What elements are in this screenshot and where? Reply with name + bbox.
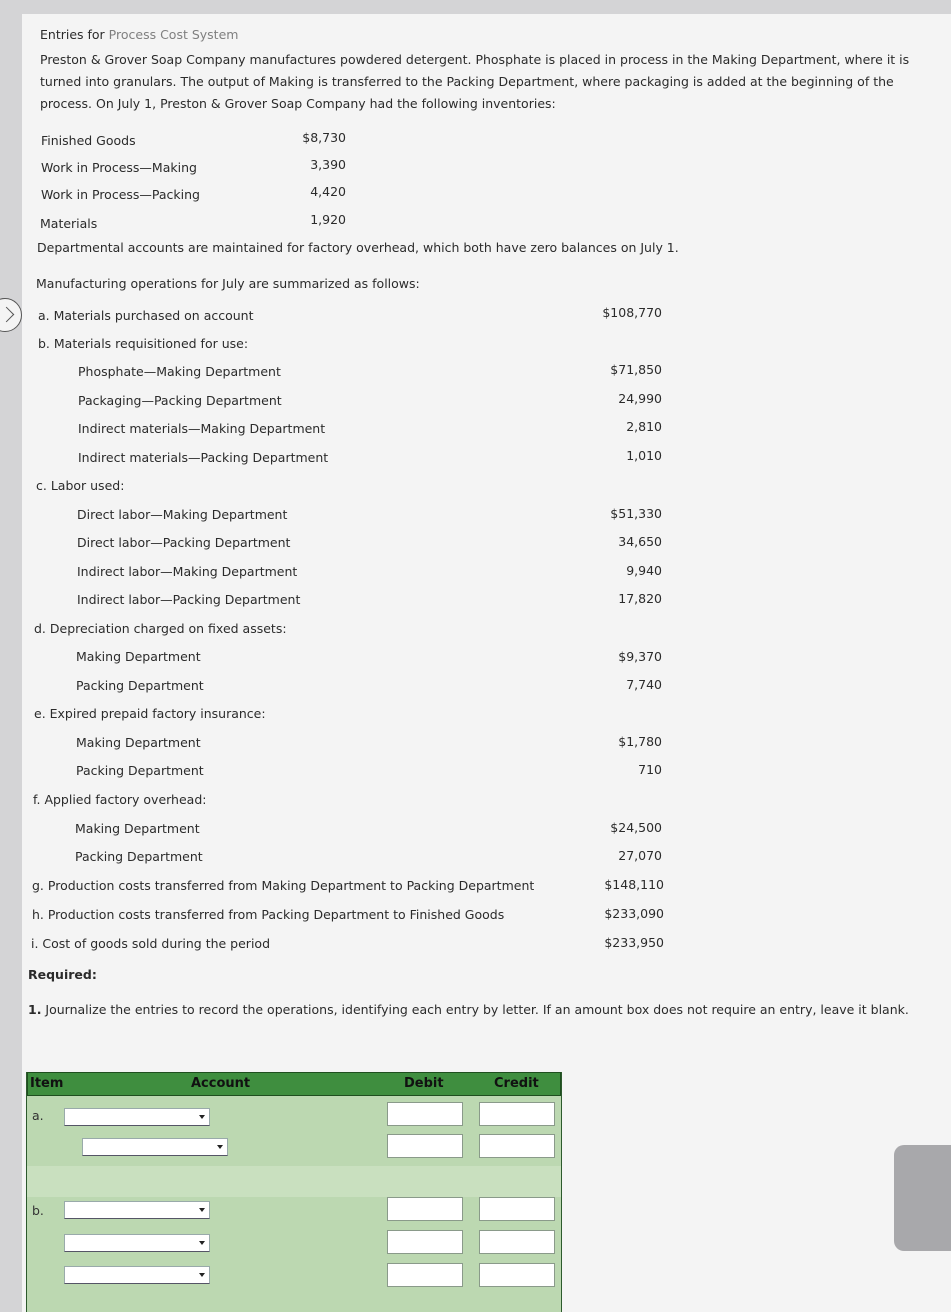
debit-input[interactable] [387,1230,463,1254]
op-i-amount: $233,950 [604,935,664,950]
item-label-a: a. [32,1108,44,1123]
operations-intro: Manufacturing operations for July are summarized as follows: [36,276,420,291]
op-g-amount: $148,110 [604,877,664,892]
op-h-amount: $233,090 [604,906,664,921]
op-e-item-label: Packing Department [76,763,204,778]
account-select[interactable] [64,1201,210,1219]
inventory-label: Work in Process—Packing [41,187,200,202]
credit-input[interactable] [479,1134,555,1158]
header-item: Item [30,1076,64,1091]
op-b-item-label: Phosphate—Making Department [78,364,281,379]
op-c-item-amount: 17,820 [618,591,662,606]
inventory-amount: 4,420 [310,184,346,199]
journal-spacer-row [27,1166,561,1197]
op-f-item-amount: $24,500 [610,820,662,835]
op-c-item-label: Direct labor—Packing Department [77,535,291,550]
op-b-item-label: Packaging—Packing Department [78,393,282,408]
op-i-label: i. Cost of goods sold during the period [31,936,271,951]
op-c-item-label: Indirect labor—Making Department [77,564,298,579]
inventory-amount: 1,920 [310,212,346,227]
required-heading: Required: [28,967,97,982]
op-d-item-amount: 7,740 [626,677,662,692]
op-f-label: f. Applied factory overhead: [33,792,207,807]
op-d-item-amount: $9,370 [618,649,662,664]
op-b-item-amount: 24,990 [618,391,662,406]
account-select[interactable] [82,1138,228,1156]
item-label-b: b. [32,1203,44,1218]
op-a-amount: $108,770 [602,305,662,320]
op-c-item-amount: 34,650 [618,534,662,549]
op-b-item-amount: 1,010 [626,448,662,463]
op-e-item-amount: $1,780 [618,734,662,749]
op-c-item-amount: 9,940 [626,563,662,578]
debit-input[interactable] [387,1263,463,1287]
journal-entry-b [27,1197,561,1312]
expand-arrow-icon[interactable] [0,298,22,332]
op-f-item-label: Packing Department [75,849,203,864]
debit-input[interactable] [387,1197,463,1221]
op-d-item-label: Packing Department [76,678,204,693]
op-d-item-label: Making Department [76,649,201,664]
op-h-label: h. Production costs transferred from Packing Department to Finished Goods [32,907,505,922]
header-debit: Debit [404,1076,444,1091]
debit-input[interactable] [387,1102,463,1126]
account-select[interactable] [64,1108,210,1126]
op-f-item-label: Making Department [75,821,200,836]
journal-entry-a [27,1096,561,1166]
op-c-item-label: Direct labor—Making Department [77,507,288,522]
debit-input[interactable] [387,1134,463,1158]
account-select[interactable] [64,1266,210,1284]
op-f-item-amount: 27,070 [618,848,662,863]
instruction-number: 1. [28,1002,42,1017]
inventory-label: Finished Goods [41,133,136,148]
problem-title [40,27,238,42]
header-credit: Credit [494,1076,539,1091]
op-c-item-amount: $51,330 [610,506,662,521]
account-select[interactable] [64,1234,210,1252]
header-account: Account [191,1076,251,1091]
title-prefix: Entries for [40,27,109,42]
op-e-label: e. Expired prepaid factory insurance: [34,706,266,721]
credit-input[interactable] [479,1102,555,1126]
credit-input[interactable] [479,1263,555,1287]
op-d-label: d. Depreciation charged on fixed assets: [34,621,287,636]
intro-paragraph: Preston & Grover Soap Company manufactures powdered detergent. Phosphate is placed in process in the Making Department, where it is turned into granulars. The output of Making is transferred to the Packing Department, where packaging is added at the beginning of the process. On July 1, Preston & Grover Soap Company had the following inventories: [40,52,910,111]
op-e-item-amount: 710 [638,762,662,777]
credit-input[interactable] [479,1197,555,1221]
inventory-amount: $8,730 [302,130,346,145]
instruction-body: Journalize the entries to record the operations, identifying each entry by letter. If an amount box does not require an entry, leave it blank. [41,1002,909,1017]
inventory-label: Work in Process—Making [41,160,197,175]
journal-header [27,1072,561,1096]
title-highlight: Process Cost System [108,27,239,42]
inventory-amount: 3,390 [310,157,346,172]
credit-input[interactable] [479,1230,555,1254]
op-b-item-label: Indirect materials—Making Department [78,421,326,436]
instruction-text [28,999,913,1021]
op-c-item-label: Indirect labor—Packing Department [77,592,301,607]
op-b-item-label: Indirect materials—Packing Department [78,450,329,465]
inventory-label: Materials [40,216,98,231]
op-e-item-label: Making Department [76,735,201,750]
op-b-item-amount: $71,850 [610,362,662,377]
op-b-label: b. Materials requisitioned for use: [38,336,249,351]
op-a-label: a. Materials purchased on account [38,308,254,323]
journal-table [26,1072,562,1312]
overhead-note: Departmental accounts are maintained for factory overhead, which both have zero balances on July 1. [37,240,679,255]
side-panel-tab[interactable] [894,1145,951,1251]
op-g-label: g. Production costs transferred from Making Department to Packing Department [32,878,535,893]
op-b-item-amount: 2,810 [626,419,662,434]
op-c-label: c. Labor used: [36,478,125,493]
